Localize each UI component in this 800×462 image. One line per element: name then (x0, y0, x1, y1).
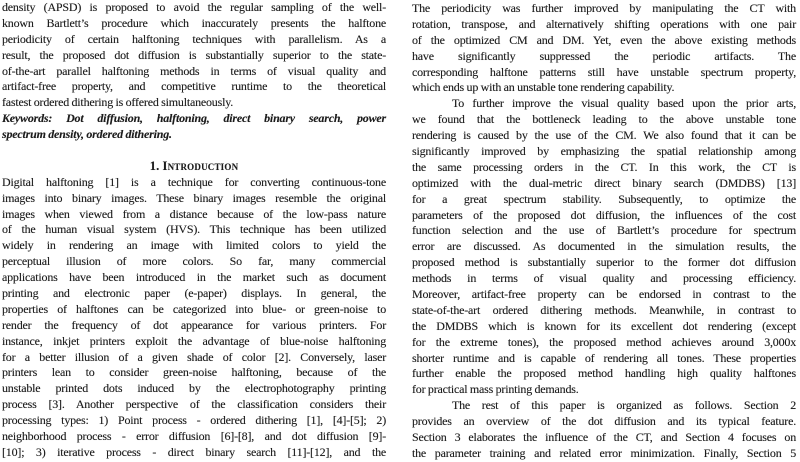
text-line: of the human visual system (HVS). This technique has been utilized (2, 222, 386, 237)
text-line: the DMDBS which is known for its excellent dot rendering (except (412, 318, 796, 333)
text-line: images into binary images. These binary images resemble the original (2, 190, 386, 205)
text-line: provides an overview of the dot diffusion and its typical feature. (412, 414, 796, 429)
text-line: for a great spectrum stability. Subsequently, to optimize the (412, 191, 796, 206)
text-line: significantly improved by emphasizing the spatial relationship among (412, 144, 796, 159)
text-line: properties of halftones can be categorized into blue- or green-noise to (2, 301, 386, 316)
text-line: process [3]. Another perspective of the classification considers their (2, 397, 386, 412)
text-line: Section 3 elaborates the influence of the CT, and Section 4 focuses on (412, 430, 796, 445)
proposed-method-paragraph (412, 96, 796, 398)
paper-outline-paragraph (412, 398, 796, 446)
text-line: applications have been introduced in the market such as document (2, 270, 386, 285)
text-line: printing and electronic paper (e-paper) displays. In general, the (2, 286, 386, 301)
text-line: periodicity of certain halftoning techniques with parallelism. As a (2, 31, 386, 46)
text-line: printers lean to consider green-noise halftoning, because of the (2, 365, 386, 380)
section-heading: 1. Introduction (149, 158, 239, 173)
text-line: proposed method is substantially superior to the former dot diffusion (412, 255, 796, 270)
text-line: images when viewed from a distance because of the low-pass nature (2, 206, 386, 221)
introduction-paragraph (2, 175, 386, 445)
heading-gap (2, 143, 386, 159)
keywords-paragraph (2, 111, 386, 143)
text-line: rendering is caused by the use of the CM. We also found that it can be (412, 128, 796, 143)
clipped-bottom-line-left (2, 445, 386, 461)
text-line: density (APSD) is proposed to avoid the regular sampling of the well- (2, 0, 386, 14)
text-line: fastest ordered dithering is offered simultaneously. (2, 95, 234, 110)
text-line: for the extreme tones), the proposed method achieves around 3,000x (412, 334, 796, 349)
text-line: result, the proposed dot diffusion is substantially superior to the state- (2, 47, 386, 62)
text-line: render the frequency of dot appearance for various printers. For (2, 317, 386, 332)
text-line: function selection and the use of Bartlett’s procedure for spectrum (412, 223, 796, 238)
text-line: we found that the bottleneck leading to the above unstable tone (412, 112, 796, 127)
text-line: of-the-art parallel halftoning methods in terms of visual quality and (2, 63, 386, 78)
text-line: The periodicity was further improved by manipulating the CT with (412, 1, 796, 15)
text-line: corresponding halftone patterns still have unstable spectrum property, (412, 64, 796, 79)
text-line: artifact-free property, and competitive runtime to the theoretical (2, 79, 386, 94)
abstract-paragraph (2, 0, 386, 111)
text-line: error are discussed. As documented in the simulation results, the (412, 239, 796, 254)
text-line: of the optimized CM and DM. Yet, even the above existing methods (412, 32, 796, 47)
text-line: spectrum density, ordered dithering. (2, 127, 172, 142)
text-line: optimized with the dual-metric direct binary search (DMDBS) [13] (412, 175, 796, 190)
text-line: which ends up with an unstable tone rendering capability. (412, 80, 675, 95)
text-line: state-of-the-art ordered dithering methods. Meanwhile, in contrast to (412, 302, 796, 317)
text-line: rotation, transpose, and alternatively shifting operations with one pair (412, 16, 796, 31)
text-line: further enable the proposed method handling high quality halftones (412, 366, 796, 381)
text-line: Digital halftoning [1] is a technique for converting continuous-tone (2, 174, 386, 189)
text-line: the same processing orders in the CT. In this work, the CT is (412, 159, 796, 174)
text-line: instance, inkjet printers exploit the advantage of blue-noise halftoning (2, 333, 386, 348)
text-line: the parameter training and related error minimization. Finally, Section 5 (412, 445, 796, 460)
text-line: [10]; 3) iterative process - direct binary search [11]-[12], and the (2, 444, 386, 459)
text-line: The rest of this paper is organized as follows. Section 2 (452, 398, 796, 413)
text-line: unstable printed dots induced by the electrophotography printing (2, 381, 386, 396)
text-line: Moreover, artifact-free property can be endorsed in contrast to the (412, 287, 796, 302)
periodicity-paragraph (412, 1, 796, 96)
text-line: for practical mass printing demands. (412, 382, 579, 397)
left-column (2, 0, 386, 461)
text-line: for a better illusion of a given shade of color [2]. Conversely, laser (2, 349, 386, 364)
text-line: perceptual illusion of more colors. So far, many commercial (2, 254, 386, 269)
text-line: widely in rendering an image with limited colors to yield the (2, 238, 386, 253)
text-line: shorter runtime and is capable of rendering all tones. These properties (412, 350, 796, 365)
text-line: known Bartlett’s procedure which inaccurately presents the halftone (2, 15, 386, 30)
text-line: To further improve the visual quality based upon the prior arts, (452, 96, 796, 111)
text-line: methods in terms of visual quality and processing efficiency. (412, 271, 796, 286)
text-line: have significantly suppressed the periodic artifacts. The (412, 48, 796, 63)
text-line: processing types: 1) Point process - ordered dithering [1], [4]-[5]; 2) (2, 413, 386, 428)
text-line: parameters of the proposed dot diffusion, the influences of the cost (412, 207, 796, 222)
right-column (412, 0, 796, 462)
text-line: Keywords: Dot diffusion, halftoning, direct binary search, power (2, 111, 386, 126)
text-line: neighborhood process - error diffusion [6]-[8], and dot diffusion [9]- (2, 429, 386, 444)
clipped-bottom-line-right (412, 446, 796, 462)
